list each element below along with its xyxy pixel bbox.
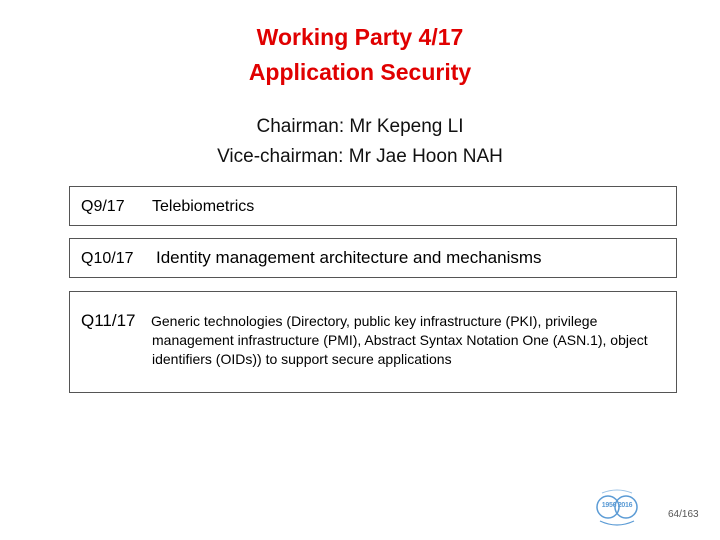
vice-chairman-line: Vice-chairman: Mr Jae Hoon NAH <box>217 146 503 167</box>
question-code: Q11/17 <box>81 311 136 330</box>
anniversary-logo <box>592 485 642 535</box>
question-code: Q10/17 <box>81 250 134 267</box>
title-line-1: Working Party 4/17 <box>256 24 464 50</box>
anniversary-logo-icon <box>592 485 642 535</box>
question-box-q9 <box>69 186 677 226</box>
question-title: Telebiometrics <box>152 198 255 215</box>
page-number: 64/163 <box>668 509 699 520</box>
question-code: Q9/17 <box>81 198 125 215</box>
chairman-line: Chairman: Mr Kepeng LI <box>256 116 464 137</box>
question-box-q11 <box>69 291 677 393</box>
title-line-2: Application Security <box>248 59 472 85</box>
question-title: Generic technologies (Directory, public key infrastructure (PKI), privilege management infrastructure (PMI), Abstract Syntax Notation One (ASN.1), object identifiers (OIDs)) to support secure applications <box>151 313 648 367</box>
question-title: Identity management architecture and mechanisms <box>156 248 542 267</box>
logo-text: 1956 2016 <box>601 502 633 509</box>
question-box-q10 <box>69 238 677 278</box>
